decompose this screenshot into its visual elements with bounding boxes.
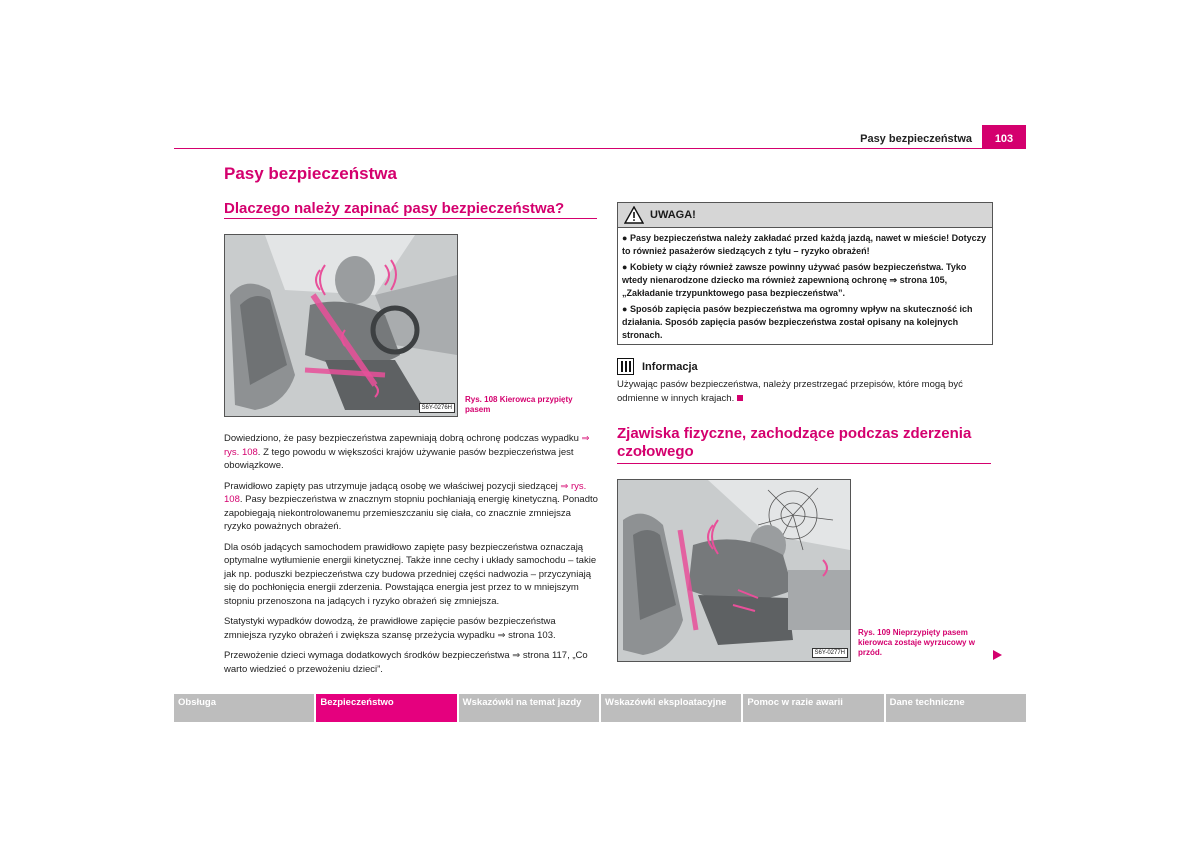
section-heading: Zjawiska fizyczne, zachodzące podczas zderzenia czołowego: [617, 425, 972, 460]
figure-code: S6Y-0277H: [812, 648, 848, 658]
chapter-navigation: [174, 694, 1026, 722]
running-header-title: Pasy bezpieczeństwa: [860, 133, 972, 145]
warning-header: [618, 203, 992, 228]
paragraph: Statystyki wypadków dowodzą, że prawidłowe zapięcie pasów bezpieczeństwa zmniejsza ryzyko obrażeń i zwiększa szansę przeżycia wypadku ⇒ strona 103.: [224, 616, 556, 641]
paragraph: Przewożenie dzieci wymaga dodatkowych środków bezpieczeństwa ⇒ strona 117, „Co warto wiedzieć o przewożeniu dzieci”.: [224, 650, 588, 675]
body-text: [224, 432, 598, 676]
figure-caption: Rys. 108 Kierowca przypięty pasem: [465, 395, 573, 414]
end-marker-icon: [737, 395, 743, 401]
driver-unbelted-illustration: [618, 480, 850, 661]
info-header: [617, 358, 698, 375]
header-divider: [174, 148, 1026, 149]
figure-code: S6Y-0276H: [419, 403, 455, 413]
warning-item: ● Kobiety w ciąży również zawsze powinny używać pasów bezpieczeństwa. Tyko wtedy nienarodzone dziecko ma również zapewnioną ochronę ⇒ strona 105, „Zakładanie trzypunktowego pasa bezpieczeństwa”.: [622, 262, 967, 298]
nav-tab-dane-techniczne[interactable]: Dane techniczne: [886, 694, 1026, 722]
nav-tab-pomoc[interactable]: Pomoc w razie awarii: [743, 694, 883, 722]
paragraph: Dowiedziono, że pasy bezpieczeństwa zapewniają dobrą ochronę podczas wypadku ⇒ rys. 108. Z tego powodu w większości krajów używanie pasów bezpieczeństwa jest obowiązkowe.: [224, 433, 590, 471]
figure-reference-link[interactable]: ⇒ rys. 108: [224, 433, 590, 458]
figure-reference-link[interactable]: ⇒ rys. 108: [224, 480, 587, 505]
info-icon: [617, 358, 634, 375]
nav-tab-bezpieczenstwo[interactable]: Bezpieczeństwo: [316, 694, 456, 722]
figure-driver-belted: [224, 234, 458, 417]
info-text: Używając pasów bezpieczeństwa, należy przestrzegać przepisów, które mogą być odmienne w innych krajach.: [617, 379, 963, 404]
paragraph: Dla osób jadących samochodem prawidłowo zapięte pasy bezpieczeństwa oznaczają optymalne wytłumienie energii kinetycznej. Także inne cechy i układy samochodu – takie jak np. poduszki bezpieczeństwa czy budowa przedniej części nadwozia – przyczyniają się do pochłonięcia energii zderzenia. Powstająca energia jest przez to w mniejszym stopniu przenoszona na jadących i ryzyko obrażeń się zmniejsza.: [224, 541, 597, 607]
driver-belted-illustration: [225, 235, 457, 416]
warning-title: UWAGA!: [650, 209, 696, 221]
warning-item: ● Pasy bezpieczeństwa należy zakładać przed każdą jazdą, nawet w mieście! Dotyczy to również pasażerów siedzących z tyłu – ryzyko obrażeń!: [622, 233, 987, 256]
figure-driver-unbelted: [617, 479, 851, 662]
page-title: Pasy bezpieczeństwa: [224, 164, 397, 183]
warning-item: ● Sposób zapięcia pasów bezpieczeństwa ma ogromny wpływ na skuteczność ich działania. Sposób zapięcia pasów bezpieczeństwa został opisany na kolejnych stronach.: [622, 304, 973, 340]
nav-tab-obsluga[interactable]: Obsługa: [174, 694, 314, 722]
nav-tab-wskazowki-eksploatacyjne[interactable]: Wskazówki eksploatacyjne: [601, 694, 741, 722]
warning-triangle-icon: [624, 206, 644, 224]
figure-caption: Rys. 109 Nieprzypięty pasem kierowca zostaje wyrzucowy w przód.: [858, 628, 975, 657]
nav-tab-wskazowki-jazdy[interactable]: Wskazówki na temat jazdy: [459, 694, 599, 722]
warning-box: [617, 202, 993, 345]
warning-list: [618, 228, 992, 342]
section-heading-rule: [617, 463, 991, 464]
section-heading: Dlaczego należy zapinać pasy bezpieczeństwa?: [224, 200, 565, 217]
page-number: 103: [982, 125, 1026, 149]
section-heading-rule: [224, 218, 597, 219]
continue-arrow-icon: [993, 650, 1002, 660]
info-title: Informacja: [642, 360, 698, 373]
paragraph: Prawidłowo zapięty pas utrzymuje jadącą osobę we właściwej pozycji siedzącej ⇒ rys. 108. Pasy bezpieczeństwa w znacznym stopniu pochłaniają energię kinetyczną. Ponadto zapobiegają niekontrolowanemu przemieszczaniu się ciała, co znacznie zmniejsza ryzyko poważnych obrażeń.: [224, 480, 598, 532]
